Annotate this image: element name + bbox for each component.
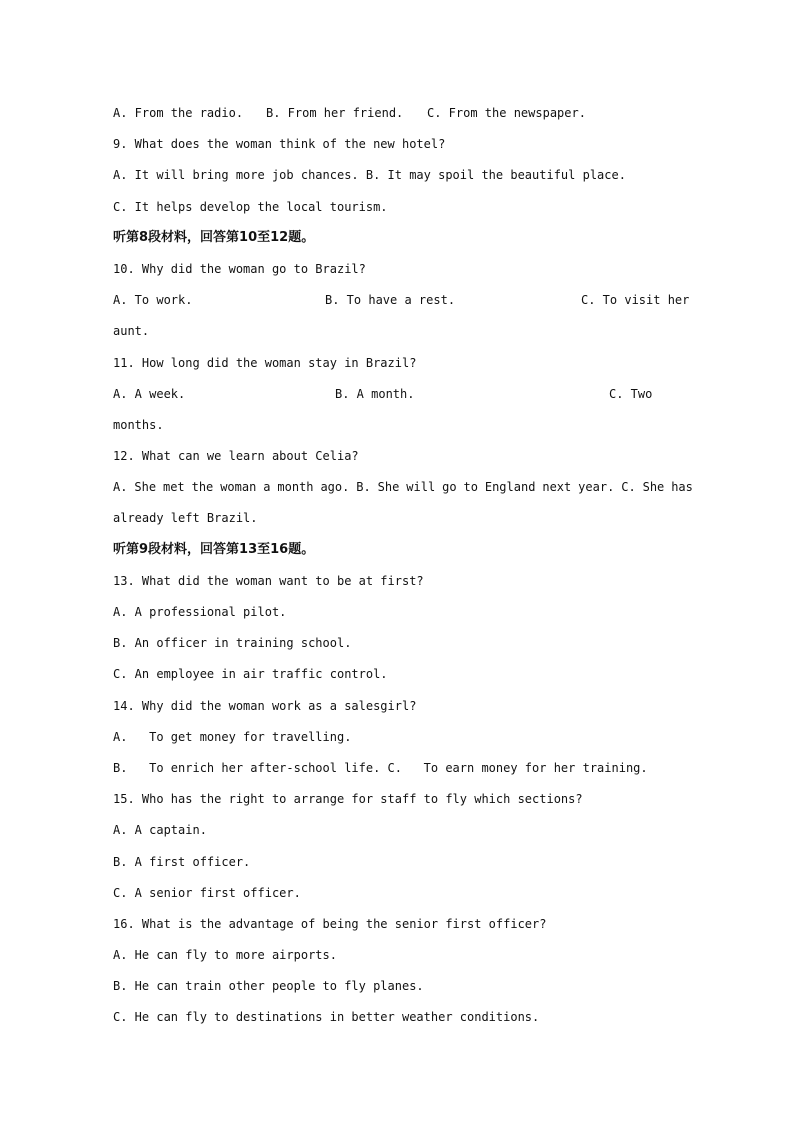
section-8-heading: 听第8段材料，回答第10至12题。 — [113, 229, 315, 245]
q10-options — [113, 286, 693, 317]
q10-option-b: B. To have a rest. — [325, 293, 456, 308]
q12-word: go — [442, 480, 457, 495]
q12-word: to — [463, 480, 478, 495]
q12-word: the — [191, 480, 214, 495]
q12-word: has — [671, 480, 693, 495]
q16-option-b: B. He can train other people to fly planes. — [113, 979, 424, 994]
q12-word: woman — [220, 480, 257, 495]
q12-question: 12. What can we learn about Celia? — [113, 449, 359, 464]
q11-option-b: B. A month. — [335, 386, 415, 401]
q12-word: C. — [621, 480, 636, 495]
q16-question: 16. What is the advantage of being the senior first officer? — [113, 916, 547, 931]
document-page — [113, 99, 693, 1035]
q15-option-c: C. A senior first officer. — [113, 885, 301, 900]
q14-option-a: A. To get money for travelling. — [113, 729, 352, 744]
q12-word: She — [377, 480, 400, 495]
q16-option-a: A. He can fly to more airports. — [113, 948, 337, 963]
q13-question: 13. What did the woman want to be at first? — [113, 573, 424, 588]
q14-question: 14. Why did the woman work as a salesgirl? — [113, 698, 417, 713]
q12-word: met — [162, 480, 185, 495]
q12-word: ago. — [320, 480, 350, 495]
q11-option-a: A. A week. — [113, 386, 186, 401]
q11-question: 11. How long did the woman stay in Brazil? — [113, 355, 417, 370]
q15-option-b: B. A first officer. — [113, 854, 251, 869]
section-9-heading: 听第9段材料，回答第13至16题。 — [113, 541, 315, 557]
q16-option-c: C. He can fly to destinations in better weather conditions. — [113, 1010, 540, 1025]
q13-option-b: B. An officer in training school. — [113, 636, 352, 651]
q12-word: a — [263, 480, 271, 495]
q8-options — [113, 99, 693, 130]
q15-option-a: A. A captain. — [113, 823, 207, 838]
q12-word: A. — [113, 480, 128, 495]
q12-word: next — [542, 480, 572, 495]
q8-option-c: C. From the newspaper. — [427, 106, 586, 120]
q8-option-a: A. From the radio. — [113, 106, 244, 120]
q12-word: year. — [578, 480, 615, 495]
q12-options-continued: already left Brazil. — [113, 511, 258, 526]
q13-option-a: A. A professional pilot. — [113, 605, 287, 619]
q9-question: 9. What does the woman think of the new hotel? — [113, 137, 446, 152]
q8-option-b: B. From her friend. — [266, 106, 404, 120]
q12-word: will — [406, 480, 436, 495]
q12-options-justified — [113, 473, 693, 504]
q10-option-c: C. To visit her — [581, 293, 690, 308]
q12-word: She — [642, 480, 665, 495]
q12-word: England — [484, 480, 536, 495]
q13-option-c: C. An employee in air traffic control. — [113, 667, 388, 682]
q11-options — [113, 380, 693, 411]
q11-option-c-continued: months. — [113, 417, 164, 432]
q11-option-c: C. Two — [609, 386, 653, 401]
q15-question: 15. Who has the right to arrange for staff to fly which sections? — [113, 792, 583, 807]
q12-word: She — [134, 480, 157, 495]
q10-question: 10. Why did the woman go to Brazil? — [113, 261, 366, 276]
q10-option-c-continued: aunt. — [113, 324, 150, 339]
q12-word: month — [277, 480, 314, 495]
q10-option-a: A. To work. — [113, 293, 193, 308]
q9-option-c: C. It helps develop the local tourism. — [113, 199, 388, 214]
q12-word: B. — [356, 480, 371, 495]
q14-options-bc: B. To enrich her after-school life. C. To earn money for her training. — [113, 760, 648, 775]
q9-options-ab: A. It will bring more job chances. B. It may spoil the beautiful place. — [113, 168, 626, 183]
